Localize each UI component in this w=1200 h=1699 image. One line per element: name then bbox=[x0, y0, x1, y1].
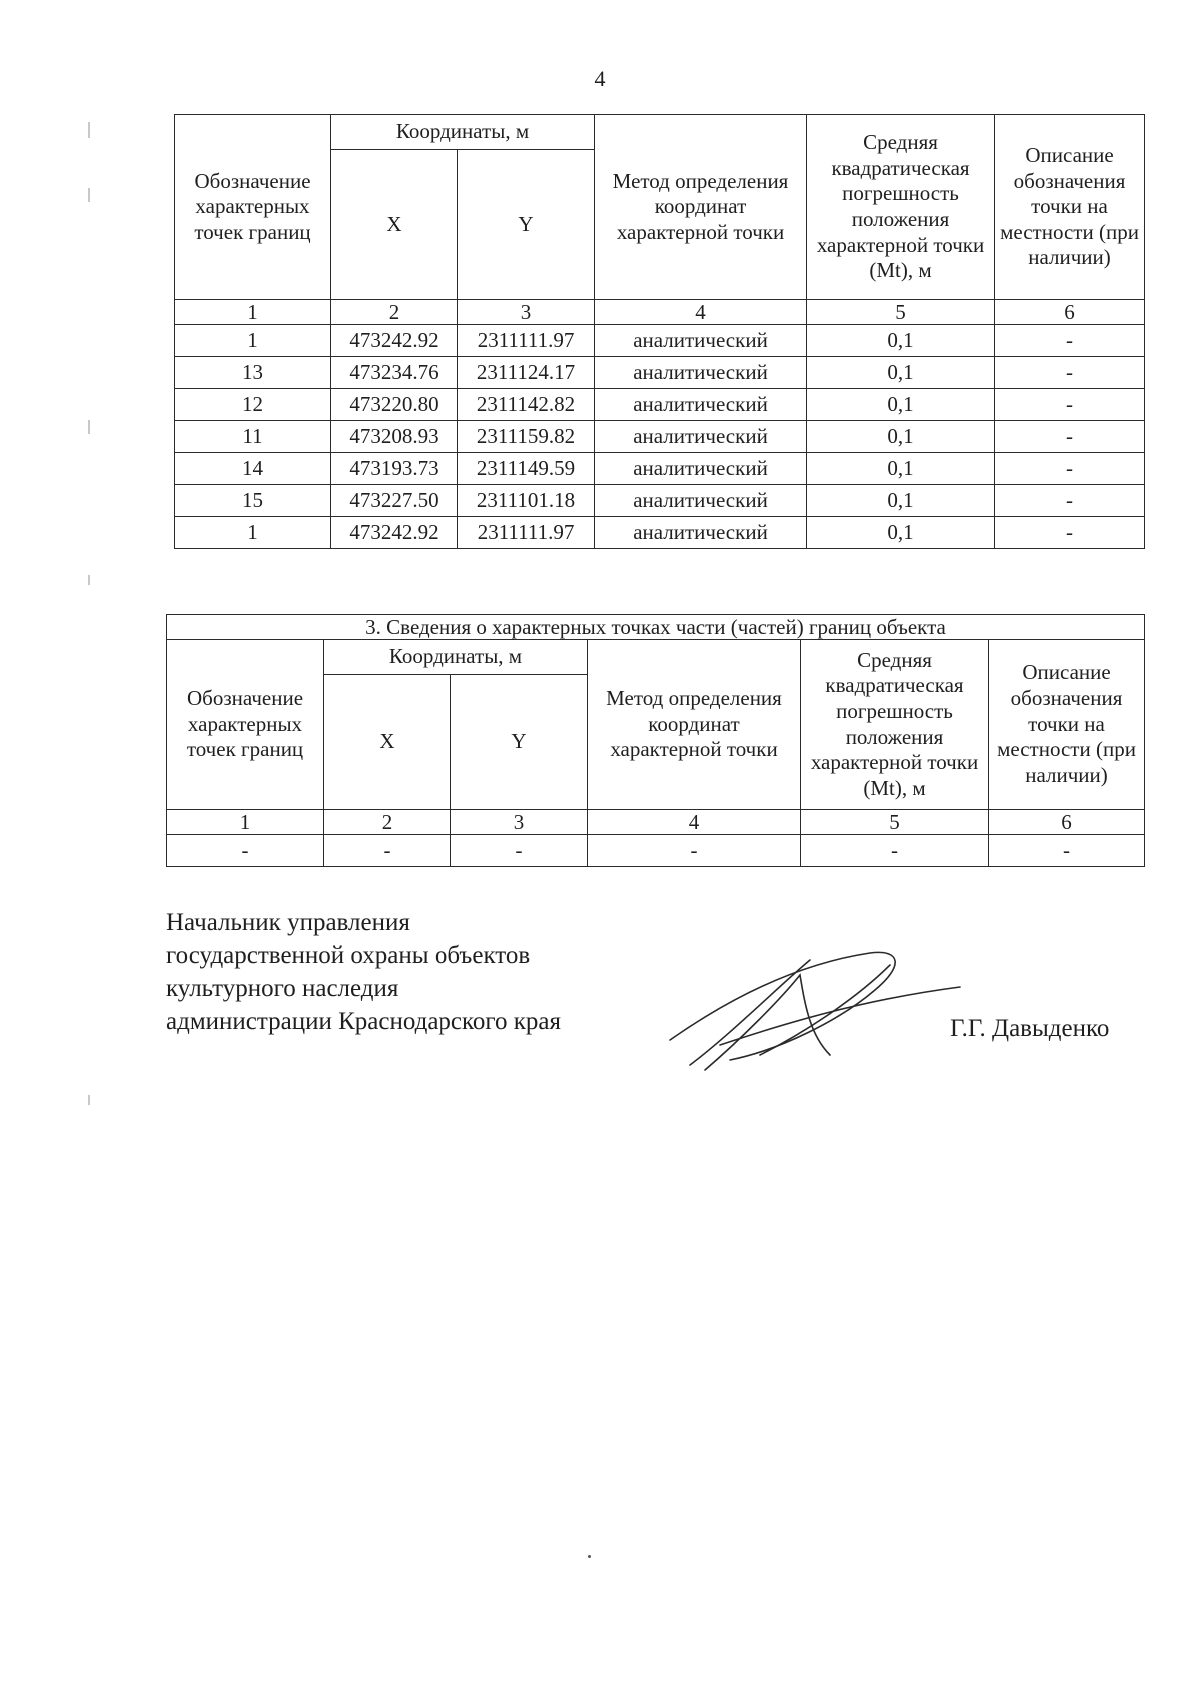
header-x: X bbox=[324, 675, 451, 810]
table-row bbox=[167, 835, 1145, 867]
column-number: 4 bbox=[588, 810, 801, 835]
table-row bbox=[175, 389, 1145, 421]
page-number: 4 bbox=[594, 66, 606, 91]
cell-y: 2311124.17 bbox=[458, 357, 595, 389]
header-point-designation: Обозначение характерных точек границ bbox=[175, 115, 331, 300]
header-point-designation: Обозначение характерных точек границ bbox=[167, 640, 324, 810]
cell-method: аналитический bbox=[595, 453, 807, 485]
column-number-row bbox=[175, 300, 1145, 325]
cell-error: 0,1 bbox=[807, 325, 995, 357]
scan-mark bbox=[88, 420, 90, 434]
header-description: Описание обозначения точки на местности (при наличии) bbox=[995, 115, 1145, 300]
cell-description: - bbox=[995, 389, 1145, 421]
cell-point: 1 bbox=[175, 325, 331, 357]
cell-point: 12 bbox=[175, 389, 331, 421]
cell-y: 2311149.59 bbox=[458, 453, 595, 485]
cell-x: 473193.73 bbox=[331, 453, 458, 485]
column-number: 5 bbox=[807, 300, 995, 325]
cell-y: 2311159.82 bbox=[458, 421, 595, 453]
cell-y: - bbox=[451, 835, 588, 867]
column-number: 3 bbox=[451, 810, 588, 835]
cell-y: 2311111.97 bbox=[458, 517, 595, 549]
cell-point: 14 bbox=[175, 453, 331, 485]
cell-y: 2311111.97 bbox=[458, 325, 595, 357]
scan-mark bbox=[88, 575, 90, 585]
signatory-name: Г.Г. Давыденко bbox=[950, 1015, 1110, 1042]
column-number: 1 bbox=[175, 300, 331, 325]
handwritten-signature bbox=[660, 945, 980, 1075]
position-line: государственной охраны объектов bbox=[166, 942, 531, 969]
cell-method: аналитический bbox=[595, 357, 807, 389]
position-line: администрации Краснодарского края bbox=[166, 1008, 562, 1035]
column-number: 6 bbox=[989, 810, 1145, 835]
cell-x: 473227.50 bbox=[331, 485, 458, 517]
cell-description: - bbox=[995, 421, 1145, 453]
scan-dot bbox=[588, 1555, 591, 1558]
cell-x: 473208.93 bbox=[331, 421, 458, 453]
table-row bbox=[175, 517, 1145, 549]
cell-error: 0,1 bbox=[807, 517, 995, 549]
header-y: Y bbox=[451, 675, 588, 810]
column-number: 4 bbox=[595, 300, 807, 325]
cell-point: 15 bbox=[175, 485, 331, 517]
cell-point: - bbox=[167, 835, 324, 867]
cell-y: 2311142.82 bbox=[458, 389, 595, 421]
column-number: 2 bbox=[324, 810, 451, 835]
cell-method: аналитический bbox=[595, 325, 807, 357]
cell-method: - bbox=[588, 835, 801, 867]
coordinates-table bbox=[174, 114, 1145, 549]
cell-point: 1 bbox=[175, 517, 331, 549]
section-title: 3. Сведения о характерных точках части (частей) границ объекта bbox=[167, 615, 1145, 640]
header-description: Описание обозначения точки на местности (при наличии) bbox=[989, 640, 1145, 810]
cell-error: 0,1 bbox=[807, 453, 995, 485]
cell-description: - bbox=[989, 835, 1145, 867]
column-number-row bbox=[167, 810, 1145, 835]
header-mean-error: Средняя квадратическая погрешность положения характерной точки (Mt), м bbox=[807, 115, 995, 300]
column-number: 2 bbox=[331, 300, 458, 325]
cell-y: 2311101.18 bbox=[458, 485, 595, 517]
cell-x: - bbox=[324, 835, 451, 867]
table-row bbox=[175, 485, 1145, 517]
table-row bbox=[175, 421, 1145, 453]
header-method: Метод определения координат характерной точки bbox=[588, 640, 801, 810]
header-y: Y bbox=[458, 150, 595, 300]
cell-error: 0,1 bbox=[807, 357, 995, 389]
cell-description: - bbox=[995, 453, 1145, 485]
cell-point: 13 bbox=[175, 357, 331, 389]
position-line: Начальник управления bbox=[166, 909, 410, 936]
column-number: 5 bbox=[801, 810, 989, 835]
header-method: Метод определения координат характерной точки bbox=[595, 115, 807, 300]
cell-method: аналитический bbox=[595, 517, 807, 549]
cell-error: 0,1 bbox=[807, 421, 995, 453]
cell-error: 0,1 bbox=[807, 389, 995, 421]
header-x: X bbox=[331, 150, 458, 300]
cell-point: 11 bbox=[175, 421, 331, 453]
cell-description: - bbox=[995, 485, 1145, 517]
column-number: 1 bbox=[167, 810, 324, 835]
cell-x: 473242.92 bbox=[331, 325, 458, 357]
cell-method: аналитический bbox=[595, 389, 807, 421]
position-line: культурного наследия bbox=[166, 975, 399, 1002]
column-number: 3 bbox=[458, 300, 595, 325]
cell-description: - bbox=[995, 325, 1145, 357]
scan-mark bbox=[88, 122, 90, 138]
part-boundary-table bbox=[166, 614, 1145, 867]
scan-mark bbox=[88, 188, 90, 202]
scan-mark bbox=[88, 1095, 90, 1105]
cell-error: - bbox=[801, 835, 989, 867]
column-number: 6 bbox=[995, 300, 1145, 325]
table-row bbox=[175, 453, 1145, 485]
cell-x: 473242.92 bbox=[331, 517, 458, 549]
header-coordinates-group: Координаты, м bbox=[324, 640, 588, 675]
signatory-position bbox=[166, 906, 666, 1038]
cell-description: - bbox=[995, 357, 1145, 389]
table-row bbox=[175, 325, 1145, 357]
header-coordinates-group: Координаты, м bbox=[331, 115, 595, 150]
cell-x: 473220.80 bbox=[331, 389, 458, 421]
cell-method: аналитический bbox=[595, 421, 807, 453]
cell-error: 0,1 bbox=[807, 485, 995, 517]
table-row bbox=[175, 357, 1145, 389]
cell-description: - bbox=[995, 517, 1145, 549]
cell-x: 473234.76 bbox=[331, 357, 458, 389]
header-mean-error: Средняя квадратическая погрешность положения характерной точки (Mt), м bbox=[801, 640, 989, 810]
cell-method: аналитический bbox=[595, 485, 807, 517]
